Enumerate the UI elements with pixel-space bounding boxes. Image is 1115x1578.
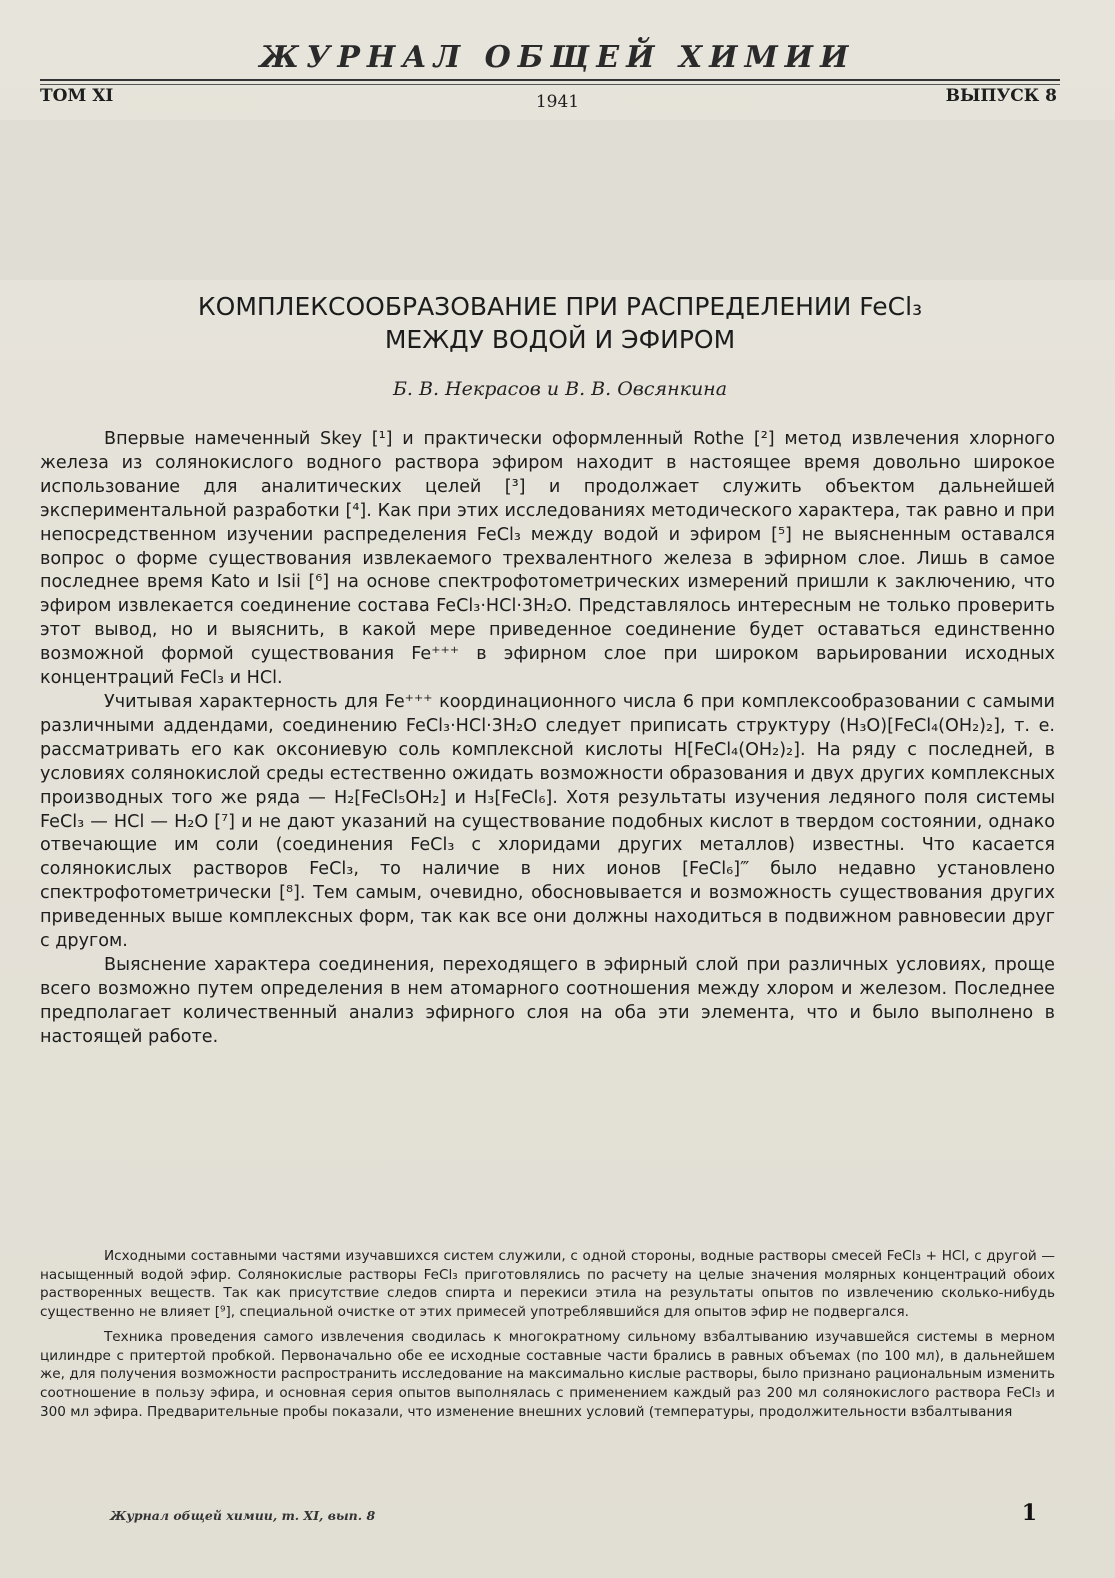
- volume-label: ТОМ XI: [40, 86, 114, 106]
- article-title: [60, 290, 1060, 356]
- small-paragraph-2: Техника проведения самого извлечения сводилась к многократному сильному взбалтыванию изучавшейся системы в мерном цилиндре с притертой пробкой. Первоначально обе ее исходные составные части брались в равных объемах (по 100 мл), в дальнейшем же, для получения возможности распространить исследование на максимально кислые растворы, было признано рациональным изменить соотношение в пользу эфира, и основная серия опытов выполнялась с применением каждый раз 200 мл солянокислого раствора FeCl₃ и 300 мл эфира. Предварительные пробы показали, что изменение внешних условий (температуры, продолжительности взбалтывания: [40, 1328, 1055, 1420]
- issue-label: ВЫПУСК 8: [945, 86, 1057, 106]
- header-rule-thin: [40, 84, 1060, 85]
- small-paragraph-1: Исходными составными частями изучавшихся систем служили, с одной стороны, водные растворы смесей FeCl₃ + HCl, с другой — насыщенный водой эфир. Солянокислые растворы FeCl₃ приготовлялись по расчету на целые значения молярных концентраций обоих растворенных веществ. Так как присутствие следов спирта и перекиси этила на результаты опытов по извлечению сколько-нибудь существенно не влияет [⁹], специальной очистке от этих примесей употреблявшийся для опытов эфир не подвергался.: [40, 1248, 1055, 1321]
- page-number: 1: [1021, 1500, 1037, 1526]
- year-label: 1941: [535, 92, 580, 112]
- footer-journal-reference: Журнал общей химии, т. XI, вып. 8: [110, 1508, 376, 1523]
- body-paragraph-3: Выяснение характера соединения, переходящего в эфирный слой при различных условиях, проще всего возможно путем определения в нем атомарного соотношения между хлором и железом. Последнее предполагает количественный анализ эфирного слоя на оба эти элемента, что и было выполнено в настоящей работе.: [40, 954, 1055, 1047]
- title-line-2: МЕЖДУ ВОДОЙ И ЭФИРОМ: [384, 325, 736, 354]
- body-paragraph-1: Впервые намеченный Skey [¹] и практически оформленный Rothe [²] метод извлечения хлорного железа из солянокислого водного раствора эфиром находит в настоящее время довольно широкое использование для аналитических целей [³] и продолжает служить объектом дальнейшей экспериментальной разработки [⁴]. Как при этих исследованиях методического характера, так равно и при непосредственном изучении распределения FeCl₃ между водой и эфиром [⁵] не выясненным оставался вопрос о форме существования извлекаемого трехвалентного железа в эфирном слое. Лишь в самое последнее время Kato и Isii [⁶] на основе спектрофотометрических измерений пришли к заключению, что эфиром извлекается соединение состава FeCl₃·HCl·3H₂O. Представлялось интересным не только проверить этот вывод, но и выяснить, в какой мере приведенное соединение будет оставаться единственно возможной формой существования Fe⁺⁺⁺ в эфирном слое при широком варьировании исходных концентраций FeCl₃ и HCl.: [40, 429, 1055, 689]
- bleed-through-shade: [0, 120, 1115, 280]
- experimental-section: [40, 1247, 1055, 1427]
- title-line-1: КОМПЛЕКСООБРАЗОВАНИЕ ПРИ РАСПРЕДЕЛЕНИИ FeCl₃: [197, 292, 923, 321]
- header-rule: [40, 79, 1060, 81]
- article-body: [40, 428, 1055, 1050]
- article-authors: Б. В. Некрасов и В. В. Овсянкина: [392, 378, 728, 400]
- body-paragraph-2: Учитывая характерность для Fe⁺⁺⁺ координационного числа 6 при комплексообразовании с самыми различными аддендами, соединению FeCl₃·HCl·3H₂O следует приписать структуру (H₃O)[FeCl₄(OH₂)₂], т. е. рассматривать его как оксониевую соль комплексной кислоты H[FeCl₄(OH₂)₂]. На ряду с последней, в условиях солянокислой среды естественно ожидать возможности образования и двух других комплексных производных того же ряда — H₂[FeCl₅OH₂] и H₃[FeCl₆]. Хотя результаты изучения ледяного поля системы FeCl₃ — HCl — H₂O [⁷] и не дают указаний на существование подобных кислот в твердом состоянии, однако отвечающие им соли (соединения FeCl₃ с хлоридами других металлов) известны. Что касается солянокислых растворов FeCl₃, то наличие в них ионов [FeCl₆]‴ было недавно установлено спектрофотометрически [⁸]. Тем самым, очевидно, обосновывается и возможность существования других приведенных выше комплексных форм, так как все они должны находиться в подвижном равновесии друг с другом.: [40, 691, 1055, 952]
- journal-masthead: ЖУРНАЛ ОБЩЕЙ ХИМИИ: [259, 40, 856, 75]
